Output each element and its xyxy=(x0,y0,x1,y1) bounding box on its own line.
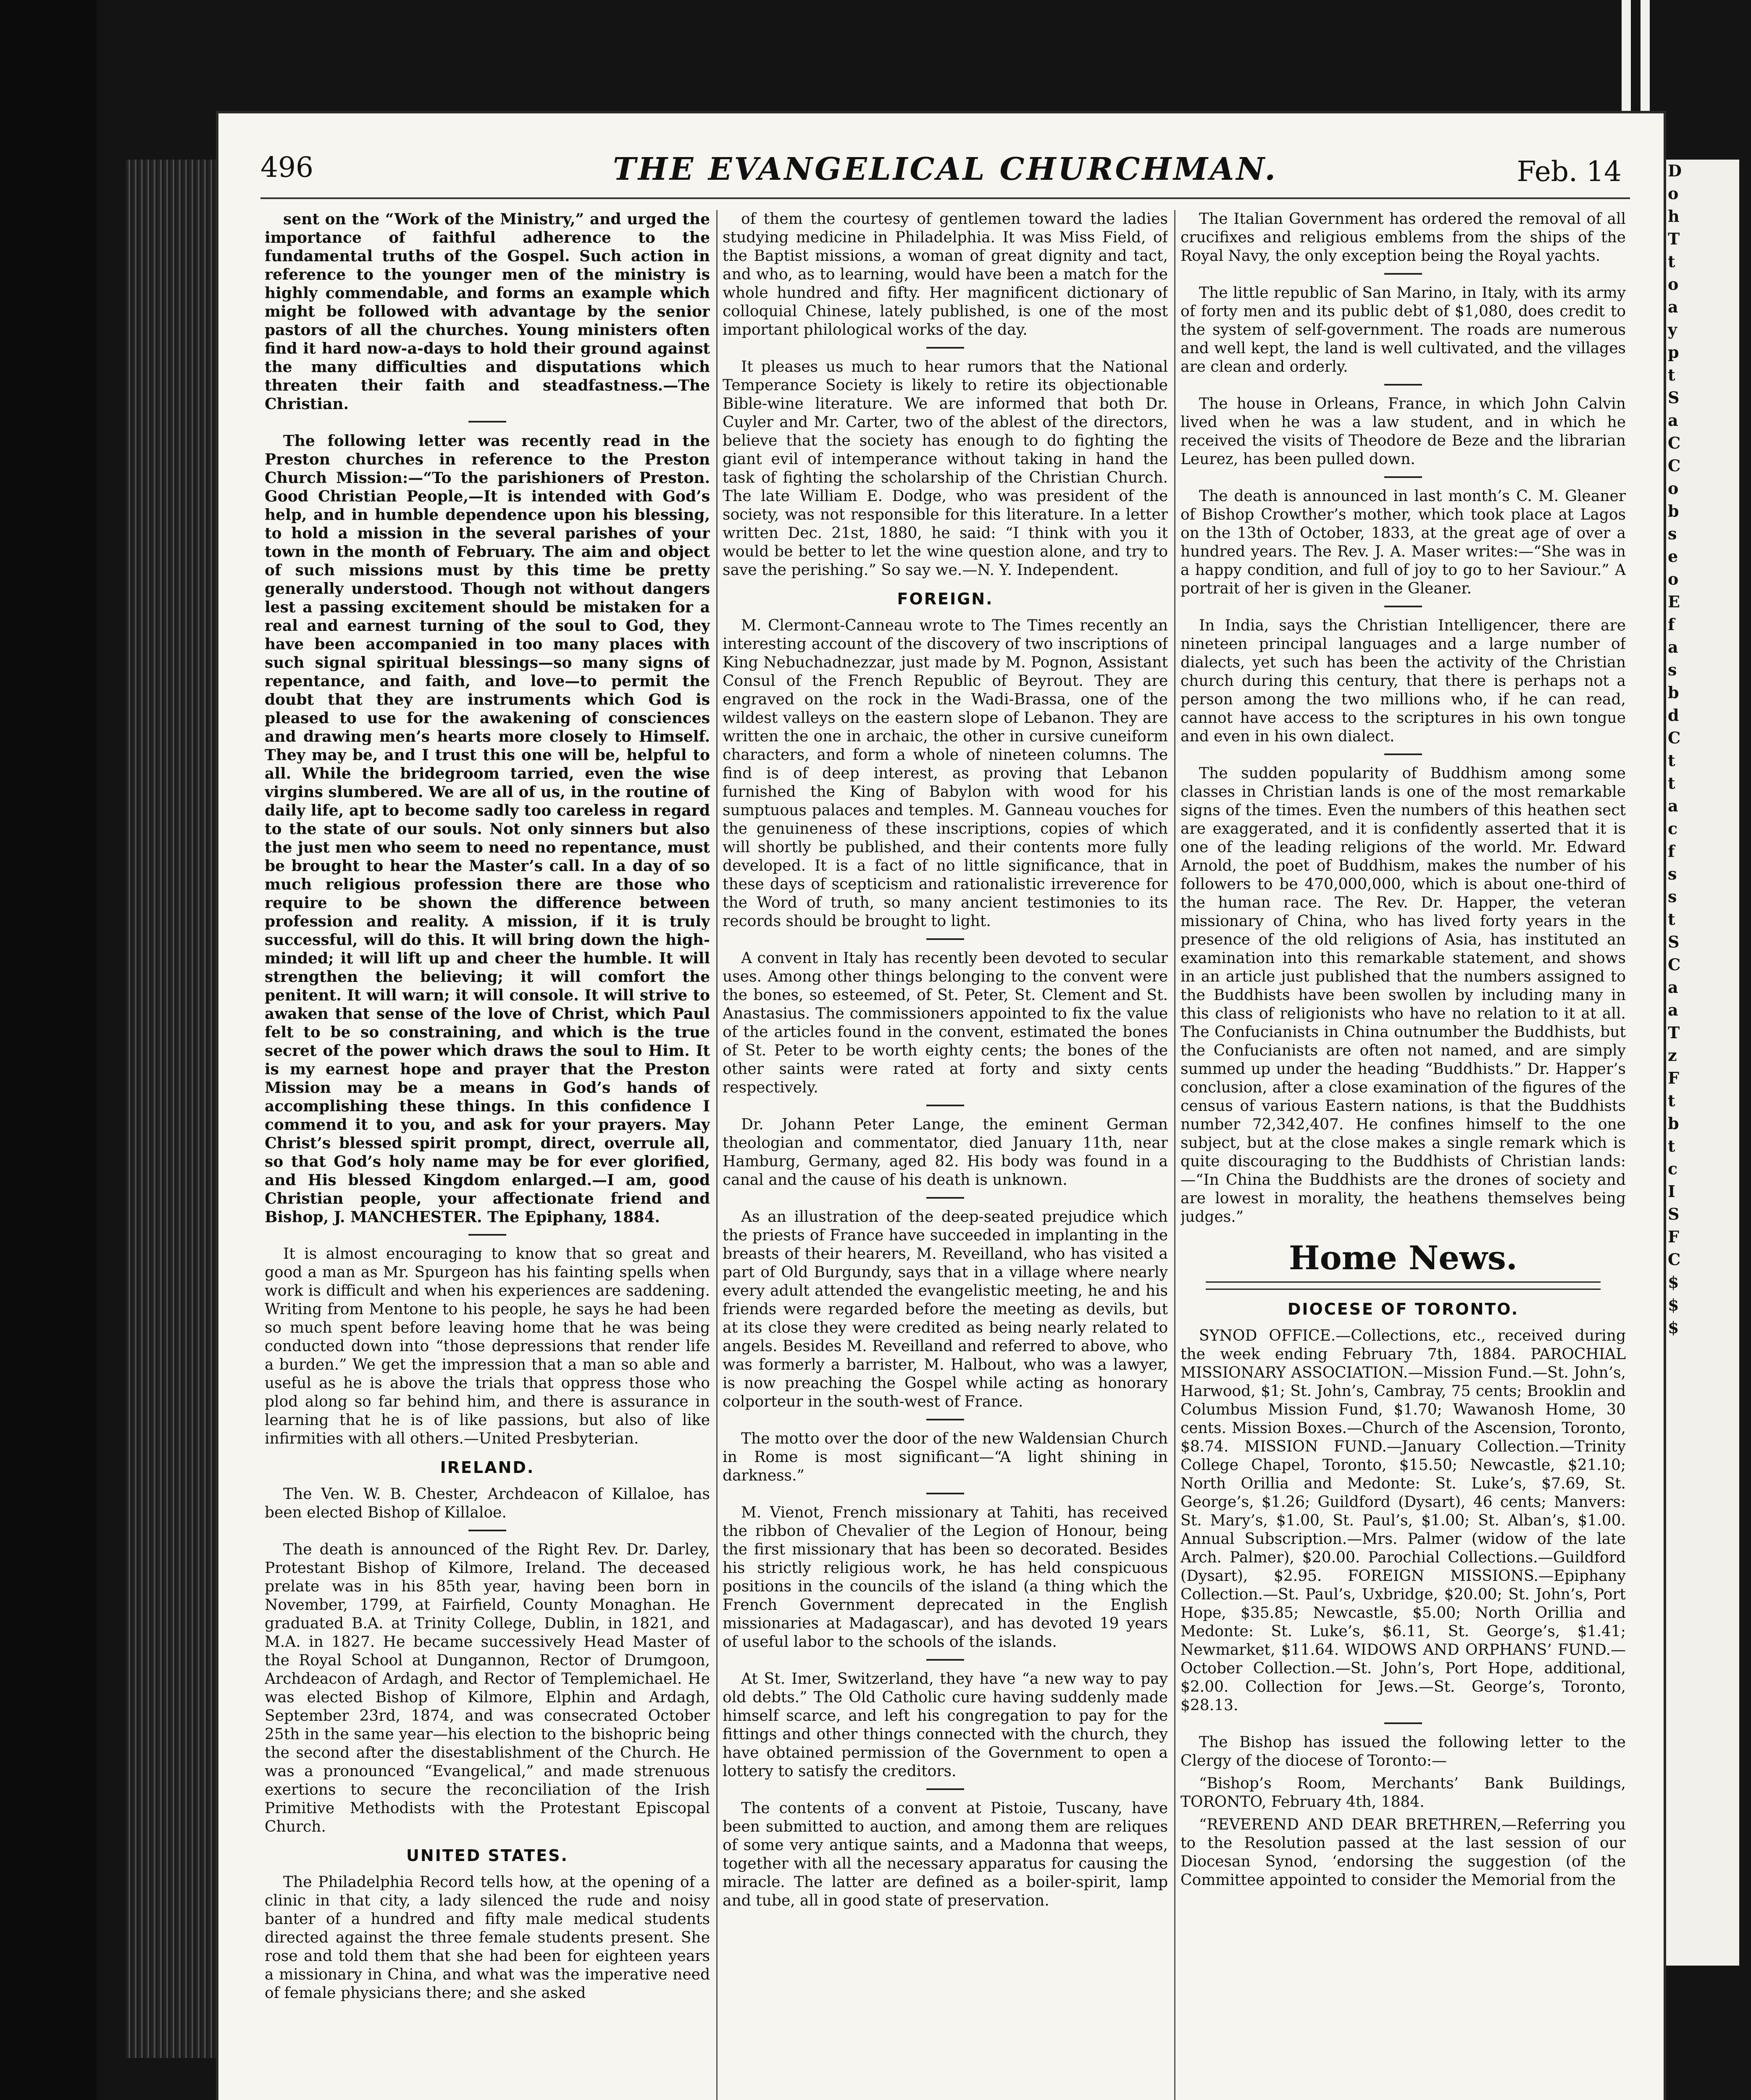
article-paragraph: The sudden popularity of Buddhism among some classes in Christian lands is one of the most remarkable signs of the times. Even the numbers of this heathen sect are exaggerated, and it is confidently asserted that it is one of the leading religions of the world. Mr. Edward Arnold, the poet of Buddhism, makes the number of his followers to be 470,000,000, which is about one-third of the human race. The Rev. Dr. Happer, the veteran missionary of China, who has lived forty years in the presence of the old religions of Asia, has instituted an examination into this remarkable statement, and shows in an article just published that the numbers assigned to the Buddhists have been swollen by including many in this class of religionists who have no relation to it at all. The Confucianists in China outnumber the Buddhists, but the Confucianists are often not named, and are simply summed up under the heading “Buddhists.” Dr. Happer’s conclusion, after a close examination of the figures of the census of various Eastern nations, is that the Buddhists number 72,342,407. He confines himself to the one subject, but at the close makes a single remark which is quite discouraging to the Buddhists of Christian lands:—“In China the Buddhists are the drones of society and are lowest in morality, the heathens themselves being judges.” xyxy=(1180,765,1626,1226)
adjacent-page-letter: o xyxy=(1668,275,1679,294)
adjacent-page-edge xyxy=(1664,160,1739,1966)
column-divider xyxy=(716,210,718,2100)
adjacent-page-letter: C xyxy=(1668,456,1681,475)
article-paragraph: A convent in Italy has recently been devoted to secular uses. Among other things belonging to the convent were the bones, so esteemed, of St. Peter, St. Clement and St. Anastasius. The commissioners appointed to fix the value of the articles found in the convent, estimated the bones of St. Peter to be worth eighty cents; the bones of the other saints were rated at forty and sixty cents respectively. xyxy=(723,950,1168,1096)
adjacent-page-letter: t xyxy=(1668,1091,1675,1110)
article-paragraph: The death is announced in last month’s C. M. Gleaner of Bishop Crowther’s mother, which took place at Lagos on the 13th of October, 1833, at the great age of over a hundred years. The Rev. J. A. Maser writes:—“She was in a happy condition, and full of joy to go to her Saviour.” A portrait of her is given in the Gleaner. xyxy=(1180,488,1626,597)
adjacent-page-letter: s xyxy=(1668,864,1677,883)
article-separator xyxy=(926,1105,964,1106)
adjacent-page-letter: f xyxy=(1668,615,1675,634)
adjacent-page-letter: C xyxy=(1668,433,1681,452)
adjacent-page-letter: a xyxy=(1668,297,1678,316)
article-separator xyxy=(1384,606,1422,607)
adjacent-page-letter: t xyxy=(1668,774,1675,793)
newspaper-title: THE EVANGELICAL CHURCHMAN. xyxy=(613,151,1278,187)
adjacent-page-letter: $ xyxy=(1668,1318,1679,1337)
article-separator xyxy=(1384,476,1422,478)
column-divider xyxy=(1174,210,1175,2100)
home-news-heading: Home News. xyxy=(1288,1239,1518,1277)
article-paragraph: “REVEREND AND DEAR BRETHREN,—Referring you to the Resolution passed at the last session of our Diocesan Synod, ‘endorsing the suggestion (of the Committee appointed to consider the Memorial from the xyxy=(1180,1816,1626,1889)
article-separator xyxy=(1384,1722,1422,1724)
article-paragraph: It is almost encouraging to know that so great and good a man as Mr. Spurgeon has his fainting spells when work is difficult and when his experiences are saddening. Writing from Mentone to his people, he says he had been so much spent before leaving home that he was being conducted down into “those depressions that render life a burden.” We get the impression that a man so able and useful as he is above the trials that oppress those who plod along so far behind him, and there is assurance in learning that he is of like passions, but also of like infirmities with all others.—United Presbyterian. xyxy=(265,1245,710,1447)
adjacent-page-letter: o xyxy=(1668,184,1679,203)
article-paragraph: It pleases us much to hear rumors that the National Temperance Society is likely to retire its objectionable Bible-wine literature. We are informed that both Dr. Cuyler and Mr. Carter, two of the ablest of the directors, believe that the society has enough to do fighting the giant evil of intemperance without taking in hand the task of fighting the scholarship of the Christian Church. The late William E. Dodge, who was president of the society, was not responsible for this literature. In a letter written Dec. 21st, 1880, he said: “I think with you it would be better to let the wine question alone, and try to save the perishing.” So say we.—N. Y. Independent. xyxy=(723,358,1168,579)
adjacent-page-letter: b xyxy=(1668,501,1679,520)
article-paragraph: The following letter was recently read in the Preston churches in reference to the Preston Church Mission:—“To the parishioners of Preston. Good Christian People,—It is intended with God’s help, and in humble dependence upon his blessing, to hold a mission in the several parishes of your town in the month of February. The aim and object of such missions must by this time be pretty generally understood. Though not without dangers lest a passing excitement should be mistaken for a real and earnest turning of the soul to God, they have been accompanied in too many places with such signal spiritual blessings—so many signs of repentance, and faith, and love—to permit the doubt that they are instruments which God is pleased to use for the awakening of consciences and drawing men’s hearts more closely to Himself. They may be, and I trust this one will be, helpful to all. While the bridegroom tarried, even the wise virgins slumbered. We are all of us, in the routine of daily life, apt to become sadly too careless in regard to the state of our souls. Not only sinners but also the just men who seem to need no repentance, must be brought to hear the Master’s call. In a day of so much religious profession there are those who require to be shown the difference between profession and reality. A mission, if it is truly successful, will do this. It will bring down the high-minded; it will lift up and cheer the humble. It will strengthen the believing; it will comfort the penitent. It will warn; it will console. It will strive to awaken that sense of the love of Christ, which Paul felt to be so constraining, and which is the true secret of the power which draws the soul to Him. It is my earnest hope and prayer that the Preston Mission may be a means in God’s hands of accomplishing these things. In this confidence I commend it to you, and ask for your prayers. May Christ’s blessed spirit prompt, direct, overrule all, so that God’s holy name may be for ever glorified, and His blessed Kingdom enlarged.—I am, good Christian people, your affectionate friend and Bishop, J. MANCHESTER. The Epiphany, 1884. xyxy=(265,432,710,1226)
article-paragraph: The Philadelphia Record tells how, at the opening of a clinic in that city, a lady silenced the rude and noisy banter of a hundred and fifty male medical students directed against the three female students present. She rose and told them that she had been for eighteen years a missionary in China, and what was the imperative need of female physicians there; and she asked xyxy=(265,1874,710,2002)
adjacent-page-letter: e xyxy=(1668,547,1678,566)
adjacent-page-letter: D xyxy=(1668,161,1682,180)
article-paragraph: The Ven. W. B. Chester, Archdeacon of Killaloe, has been elected Bishop of Killaloe. xyxy=(265,1486,710,1521)
adjacent-page-letter: C xyxy=(1668,1250,1681,1269)
article-paragraph: At St. Imer, Switzerland, they have “a new way to pay old debts.” The Old Catholic cure having suddenly made himself scarce, and left his congregation to pay for the fittings and other things connected with the church, they have obtained permission of the Government to open a lottery to satisfy the creditors. xyxy=(723,1670,1168,1780)
article-paragraph: SYNOD OFFICE.—Collections, etc., received during the week ending February 7th, 1884. PAROCHIAL MISSIONARY ASSOCIATION.—Mission Fund.—St. John’s, Harwood, $1; St. John’s, Cambray, 75 cents; Brooklin and Columbus Mission Fund, $1.70; Wawanosh Home, 30 cents. Mission Boxes.—Church of the Ascension, Toronto, $8.74. MISSION FUND.—January Collection.—Trinity College Chapel, Toronto, $15.50; Newcastle, $21.10; North Orillia and Medonte: St. Luke’s, $7.69, St. George’s, $1.26; Guildford (Dysart), 46 cents; Manvers: St. Mary’s, $1.00, St. Paul’s, $1.00; St. Alban’s, $1.00. Annual Subscription.—Mrs. Palmer (widow of the late Arch. Palmer), $20.00. Parochial Collections.—Guildford (Dysart), $2.95. FOREIGN MISSIONS.—Epiphany Collection.—St. Paul’s, Uxbridge, $20.00; St. John’s, Port Hope, $35.85; Newcastle, $5.00; North Orillia and Medonte: St. Luke’s, $6.11, St. George’s, $1.41; Newmarket, $11.64. WIDOWS AND ORPHANS’ FUND.—October Collection.—St. John’s, Port Hope, additional, $2.00. Collection for Jews.—St. George’s, Toronto, $28.13. xyxy=(1180,1327,1626,1714)
article-separator xyxy=(926,1659,964,1661)
column-middle xyxy=(723,210,1168,2100)
article-paragraph: In India, says the Christian Intelligencer, there are nineteen principal languages and a large number of dialects, yet such has been the activity of the Christian church during this century, that there is perhaps not a person among the two millions who, if he can read, cannot have access to the scriptures in his own tongue and even in his own dialect. xyxy=(1180,617,1626,745)
adjacent-page-letter: z xyxy=(1668,1046,1677,1065)
adjacent-page-letter: C xyxy=(1668,728,1681,747)
adjacent-page-letter: S xyxy=(1668,388,1680,407)
article-paragraph: sent on the “Work of the Ministry,” and urged the importance of faithful adherence to the fundamental truths of the Gospel. Such action in reference to the younger men of the ministry is highly commendable, and forms an example which might be followed with advantage by the senior pastors of all the churches. Young ministers often find it hard now-a-days to hold their ground against the many difficulties and disputations which threaten their faith and steadfastness.—The Christian. xyxy=(265,210,710,413)
article-paragraph: The little republic of San Marino, in Italy, with its army of forty men and its public debt of $1,080, does credit to the system of self-government. The roads are numerous and well kept, the land is well cultivated, and the villages are clean and orderly. xyxy=(1180,284,1626,375)
article-paragraph: As an illustration of the deep-seated prejudice which the priests of France have succeeded in implanting in the breasts of their hearers, M. Reveilland, who has visited a part of Old Burgundy, says that in a village where nearly every adult attended the evangelistic meeting, he and his friends were regarded before the meeting as devils, but at its close they were credited as being nearly related to angels. Besides M. Reveilland and referred to above, who was formerly a barrister, M. Halbout, who was a lawyer, is now preaching the Gospel while acting as honorary colporteur in the south-west of France. xyxy=(723,1208,1168,1410)
section-heading: UNITED STATES. xyxy=(406,1846,568,1865)
article-separator xyxy=(926,1197,964,1199)
adjacent-page-letter: S xyxy=(1668,932,1680,951)
adjacent-page-letter: d xyxy=(1668,706,1679,724)
article-paragraph: Dr. Johann Peter Lange, the eminent German theologian and commentator, died January 11th, near Hamburg, Germany, aged 82. His body was found in a canal and the cause of his death is unknown. xyxy=(723,1116,1168,1189)
adjacent-page-letter: c xyxy=(1668,1159,1678,1178)
issue-date: Feb. 14 xyxy=(1517,155,1622,188)
article-paragraph: “Bishop’s Room, Merchants’ Bank Buildings, TORONTO, February 4th, 1884. xyxy=(1180,1775,1626,1811)
header-rule xyxy=(260,197,1630,199)
article-separator xyxy=(1384,384,1422,386)
adjacent-page-letter: t xyxy=(1668,751,1675,770)
section-heading: FOREIGN. xyxy=(897,590,994,608)
adjacent-page-letter: t xyxy=(1668,1137,1675,1155)
section-heading: IRELAND. xyxy=(440,1458,535,1477)
adjacent-page-letter: t xyxy=(1668,252,1675,271)
adjacent-page-letter: E xyxy=(1668,592,1680,611)
article-separator xyxy=(1384,753,1422,755)
adjacent-page-letter: $ xyxy=(1668,1273,1679,1292)
adjacent-page-letter: I xyxy=(1668,1182,1675,1201)
adjacent-page-letter: s xyxy=(1668,660,1677,679)
adjacent-page-letter: o xyxy=(1668,570,1679,588)
article-separator xyxy=(926,347,964,349)
adjacent-page-letter: T xyxy=(1668,229,1680,248)
adjacent-page-letter: c xyxy=(1668,819,1678,838)
article-paragraph: M. Vienot, French missionary at Tahiti, has received the ribbon of Chevalier of the Legion of Honour, being the first missionary that has been so decorated. Besides his strictly religious work, he has held conspicuous positions in the councils of the island (a thing which the French Government deprecated in the English missionaries at Madagascar), and has devoted 19 years of useful labor to the schools of the islands. xyxy=(723,1504,1168,1651)
article-paragraph: The contents of a convent at Pistoie, Tuscany, have been submitted to auction, and among them are reliques of some very antique saints, and a Madonna that weeps, together with all the necessary apparatus for causing the miracle. The latter are defined as a boiler-spirit, lamp and tube, all in good state of preservation. xyxy=(723,1800,1168,1909)
article-separator xyxy=(926,1419,964,1420)
article-separator xyxy=(468,1530,506,1531)
adjacent-page-letter: h xyxy=(1668,207,1680,226)
adjacent-page-letter: F xyxy=(1668,1068,1679,1087)
article-separator xyxy=(926,938,964,940)
article-separator xyxy=(468,421,506,423)
adjacent-page-letter: t xyxy=(1668,910,1675,929)
adjacent-page-letter: s xyxy=(1668,887,1677,906)
adjacent-page-letter: o xyxy=(1668,479,1679,498)
adjacent-page-letter: y xyxy=(1668,320,1677,339)
article-paragraph: M. Clermont-Canneau wrote to The Times recently an interesting account of the discovery of two inscriptions of King Nebuchadnezzar, just made by M. Pognon, Assistant Consul of the French Republic of Beyrout. They are engraved on the rock in the Wadi-Brassa, one of the wildest valleys on the eastern slope of Lebanon. They are written the one in archaic, the other in cursive cuneiform characters, and form a whole of nineteen columns. The find is of deep interest, as proving that Lebanon furnished the King of Babylon with wood for his sumptuous palaces and temples. M. Ganneau vouches for the genuineness of these inscriptions, copies of which will shortly be published, and their contents more fully developed. It is a fact of no little significance, that in these days of scepticism and rationalistic irreverence for the Word of truth, so many ancient testimonies to its records should be brought to light. xyxy=(723,617,1168,930)
article-paragraph: The motto over the door of the new Waldensian Church in Rome is most significant—“A light shining in darkness.” xyxy=(723,1430,1168,1484)
column-right xyxy=(1180,210,1626,2100)
adjacent-page-letter: S xyxy=(1668,1205,1680,1223)
article-separator xyxy=(468,1234,506,1236)
adjacent-page-letter: b xyxy=(1668,683,1679,702)
article-separator xyxy=(926,1493,964,1494)
article-separator xyxy=(1384,273,1422,275)
newspaper-page xyxy=(218,113,1664,2100)
adjacent-page-letter: a xyxy=(1668,1000,1678,1019)
adjacent-page-letter: p xyxy=(1668,343,1679,362)
section-heading: DIOCESE OF TORONTO. xyxy=(1287,1300,1519,1318)
column-left xyxy=(265,210,710,2100)
adjacent-page-letter: $ xyxy=(1668,1295,1679,1314)
article-paragraph: of them the courtesy of gentlemen toward the ladies studying medicine in Philadelphia. It was Miss Field, of the Baptist missions, a woman of great dignity and tact, and who, as to learning, would have been a match for the whole hundred and fifty. Her magnificent dictionary of colloquial Chinese, lately published, is one of the most important philological works of the day. xyxy=(723,210,1168,339)
adjacent-page-letter: b xyxy=(1668,1114,1679,1133)
article-paragraph: The Bishop has issued the following letter to the Clergy of the diocese of Toronto:— xyxy=(1180,1734,1626,1769)
adjacent-page-letter: a xyxy=(1668,796,1678,815)
adjacent-page-letter: a xyxy=(1668,411,1678,430)
adjacent-page-letter: T xyxy=(1668,1023,1680,1042)
home-news-rule xyxy=(1206,1281,1601,1290)
adjacent-page-letter: t xyxy=(1668,365,1675,384)
adjacent-page-letter: a xyxy=(1668,638,1678,656)
page-number: 496 xyxy=(260,151,313,184)
adjacent-page-letter: s xyxy=(1668,524,1677,543)
scan-dark-margin xyxy=(0,0,97,2100)
adjacent-page-letter: F xyxy=(1668,1227,1679,1246)
adjacent-page-letter: f xyxy=(1668,842,1675,861)
article-paragraph: The Italian Government has ordered the removal of all crucifixes and religious emblems from the ships of the Royal Navy, the only exception being the Royal yachts. xyxy=(1180,210,1626,265)
article-paragraph: The house in Orleans, France, in which John Calvin lived when he was a law student, and in which he received the visits of Theodore de Beze and the librarian Leurez, has been pulled down. xyxy=(1180,395,1626,468)
adjacent-page-letter: C xyxy=(1668,955,1681,974)
article-separator xyxy=(926,1788,964,1790)
adjacent-page-letter: a xyxy=(1668,978,1678,997)
article-paragraph: The death is announced of the Right Rev. Dr. Darley, Protestant Bishop of Kilmore, Ireland. The deceased prelate was in his 85th year, having been born in November, 1799, at Fairfield, County Monaghan. He graduated B.A. at Trinity College, Dublin, in 1821, and M.A. in 1827. He became successively Head Master of the Royal School at Dungannon, Rector of Drumgoon, Archdeacon of Ardagh, and Rector of Templemichael. He was elected Bishop of Kilmore, Elphin and Ardagh, September 23rd, 1874, and was consecrated October 25th in the same year—his election to the bishopric being the second after the disestablishment of the Church. He was a pronounced “Evangelical,” and made strenuous exertions to secure the reconciliation of the Irish Primitive Methodists with the Protestant Episcopal Church. xyxy=(265,1541,710,1835)
